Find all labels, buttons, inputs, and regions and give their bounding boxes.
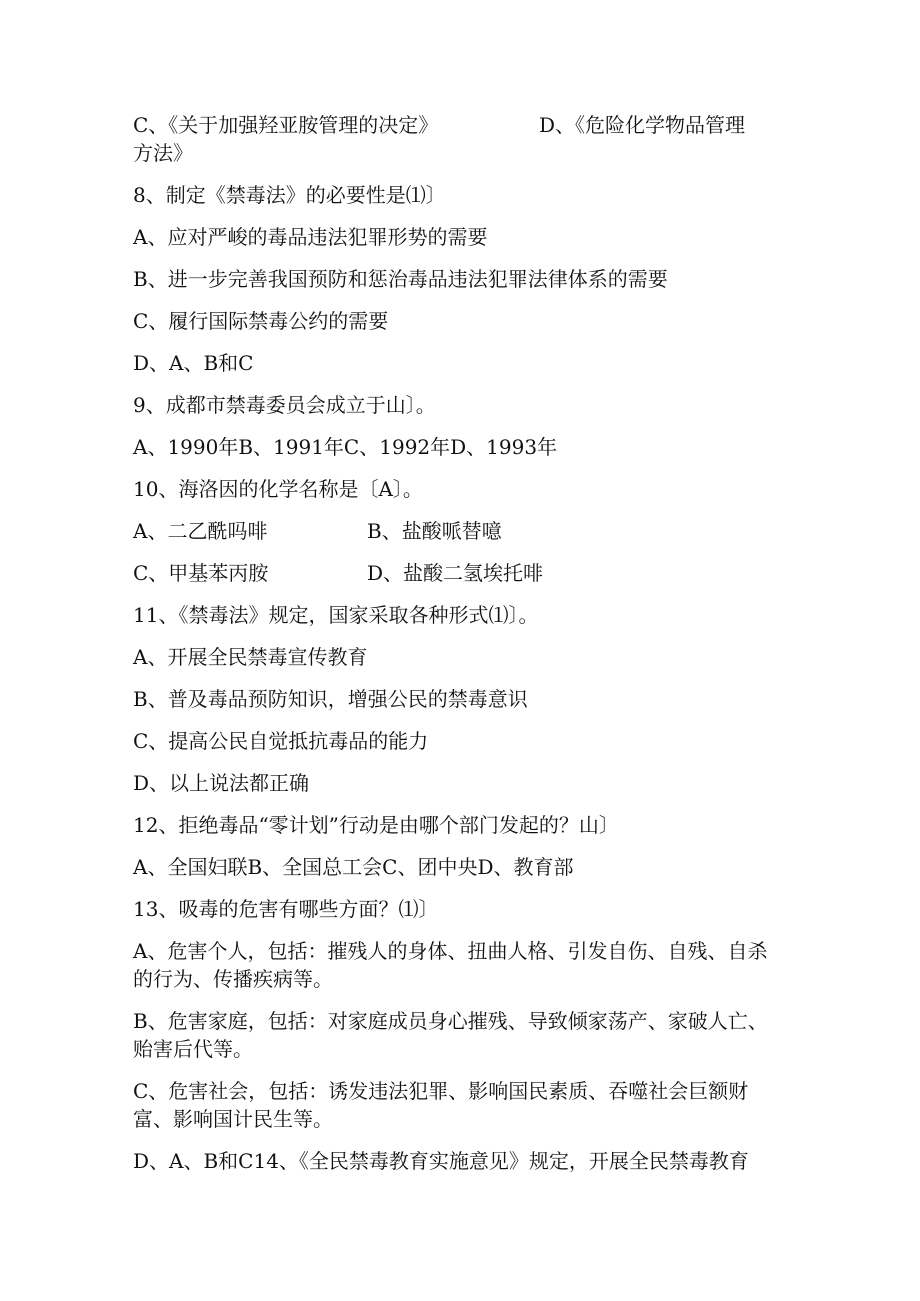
q8-option-c: C、履行国际禁毒公约的需要 (133, 309, 389, 333)
question-9: 9、成都市禁毒委员会成立于山〕。 (133, 393, 436, 417)
q7-option-c-text: C、《关于加强羟亚胺管理的决定》 (133, 113, 439, 137)
q7-option-c (133, 111, 793, 139)
q8-option-b: B、进一步完善我国预防和惩治毒品违法犯罪法律体系的需要 (133, 267, 668, 291)
q11-option-c: C、提高公民自觉抵抗毒品的能力 (133, 729, 429, 753)
q13-option-c: C、危害社会，包括：诱发违法犯罪、影响国民素质、吞噬社会巨额财富、影响国计民生等。 (133, 1079, 749, 1131)
q10-option-d: D、盐酸二氢埃托啡 (367, 561, 544, 585)
q10-options-row-1 (133, 517, 793, 545)
q8-option-d: D、A、B和C (133, 351, 254, 375)
q13-option-b: B、危害家庭，包括：对家庭成员身心摧残、导致倾家荡产、家破人亡、贻害后代等。 (133, 1009, 768, 1061)
q10-option-c: C、甲基苯丙胺 (133, 561, 269, 585)
question-8: 8、制定《禁毒法》的必要性是⑴〕 (133, 183, 446, 207)
q7-option-d: D、《危险化学物品管理 (539, 113, 746, 137)
q10-options-row-2 (133, 559, 793, 587)
q7-option-d-continued: 方法》 (133, 141, 193, 165)
question-12: 12、拒绝毒品“零计划”行动是由哪个部门发起的？山〕 (133, 813, 619, 837)
q11-option-a: A、开展全民禁毒宣传教育 (133, 645, 368, 669)
question-10: 10、海洛因的化学名称是〔A〕。 (133, 477, 423, 501)
q11-option-b: B、普及毒品预防知识，增强公民的禁毒意识 (133, 687, 528, 711)
q8-option-a: A、应对严峻的毒品违法犯罪形势的需要 (133, 225, 488, 249)
q13-option-d-and-question-14: D、A、B和C14、《全民禁毒教育实施意见》规定，开展全民禁毒教育 (133, 1149, 749, 1173)
q11-option-d: D、以上说法都正确 (133, 771, 310, 795)
question-11: 11、《禁毒法》规定，国家采取各种形式⑴〕。 (133, 603, 539, 627)
q13-option-a: A、危害个人，包括：摧残人的身体、扭曲人格、引发自伤、自残、自杀的行为、传播疾病等。 (133, 939, 768, 991)
q10-option-b: B、盐酸哌替噫 (367, 519, 502, 543)
q10-option-a: A、二乙酰吗啡 (133, 519, 268, 543)
q9-options: A、1990年B、1991年C、1992年D、1993年 (133, 435, 558, 459)
question-13: 13、吸毒的危害有哪些方面？⑴〕 (133, 897, 439, 921)
q12-options: A、全国妇联B、全国总工会C、团中央D、教育部 (133, 855, 574, 879)
